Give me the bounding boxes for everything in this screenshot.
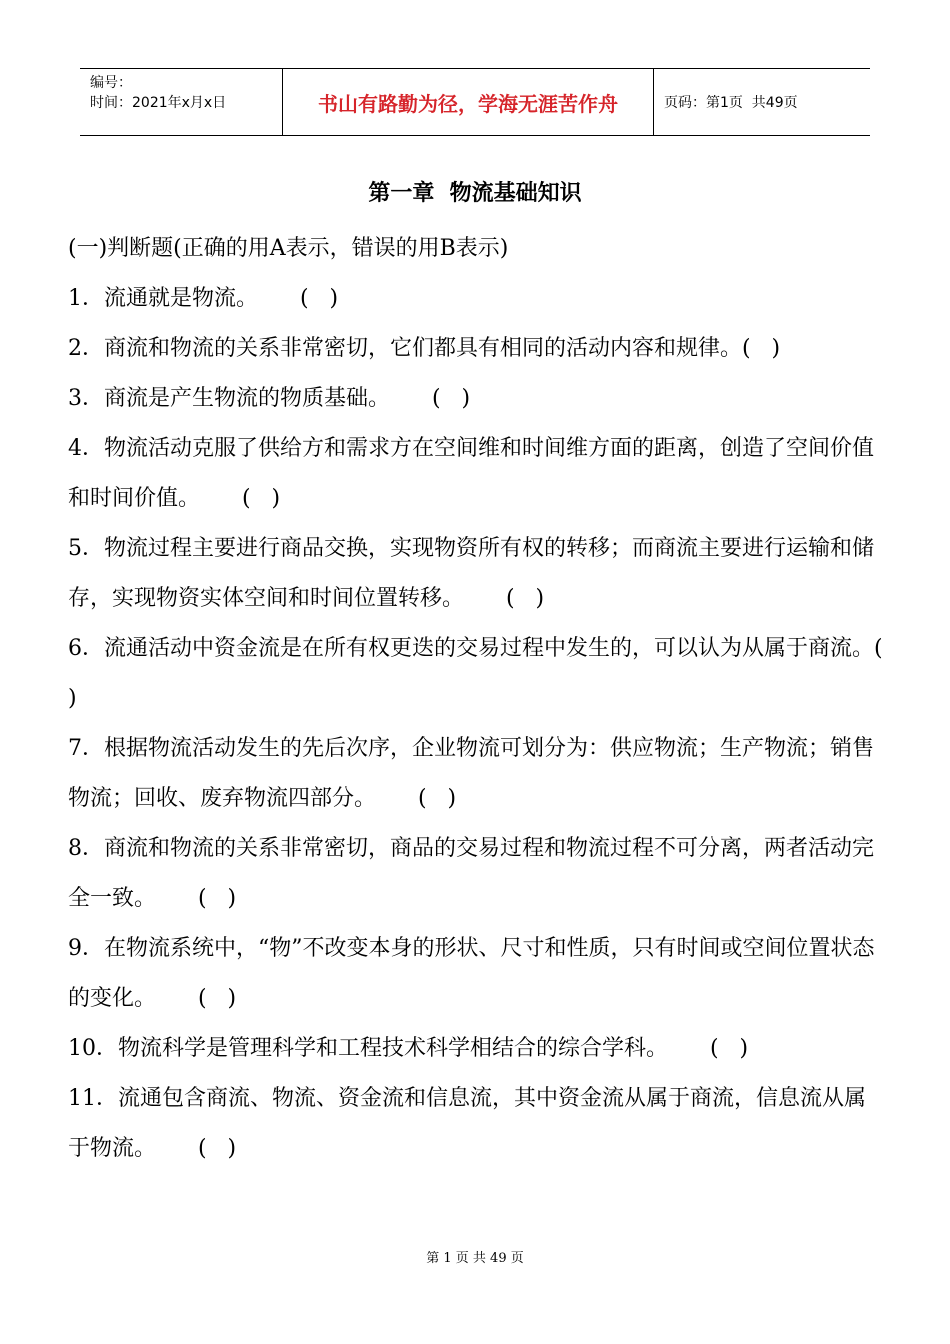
header-page-info [654,69,870,135]
question-item: 1．流通就是物流。 ( ) [68,286,339,311]
number-label: 编号： [90,75,132,91]
page-info-text: 页码：第1页 共49页 [664,95,798,111]
section-heading: (一)判断题(正确的用A表示，错误的用B表示) [68,236,509,261]
question-item: 10．物流科学是管理科学和工程技术科学相结合的综合学科。 ( ) [68,1036,749,1061]
question-list [68,224,904,1174]
question-item: 6．流通活动中资金流是在所有权更迭的交易过程中发生的，可以认为从属于商流。( ) [68,636,904,711]
header-meta [80,69,282,135]
chapter-title: 第一章 物流基础知识 [368,180,582,206]
question-item: 3．商流是产生物流的物质基础。 ( ) [68,386,471,411]
question-item: 2．商流和物流的关系非常密切，它们都具有相同的活动内容和规律。( ) [68,336,781,361]
question-item: 9．在物流系统中，“物”不改变本身的形状、尺寸和性质，只有时间或空间位置状态的变化。 ( ) [68,936,875,1011]
header-motto [282,69,654,135]
motto-text: 书山有路勤为径，学海无涯苦作舟 [318,91,618,116]
question-item: 4．物流活动克服了供给方和需求方在空间维和时间维方面的距离，创造了空间价值和时间价值。 ( ) [68,436,874,511]
question-item: 8．商流和物流的关系非常密切，商品的交易过程和物流过程不可分离，两者活动完全一致。 ( ) [68,836,874,911]
question-item: 7．根据物流活动发生的先后次序，企业物流可划分为：供应物流；生产物流；销售物流；回收、废弃物流四部分。 ( ) [68,736,874,811]
page-header [80,68,870,136]
question-item: 5．物流过程主要进行商品交换，实现物资所有权的转移；而商流主要进行运输和储存，实现物资实体空间和时间位置转移。 ( ) [68,536,874,611]
page-footer: 第 1 页 共 49 页 [426,1251,524,1266]
question-item: 11．流通包含商流、物流、资金流和信息流，其中资金流从属于商流，信息流从属于物流。 ( ) [68,1086,866,1161]
time-label: 时间：2021年x月x日 [90,95,227,111]
